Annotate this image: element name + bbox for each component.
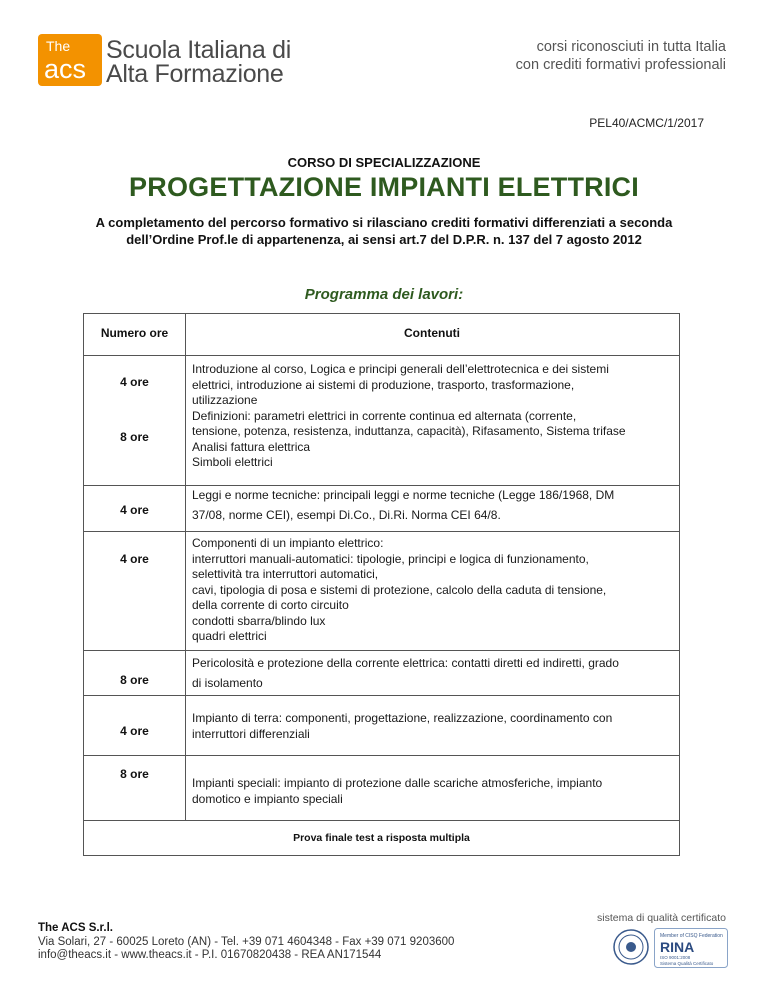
rina-certification-logo (654, 928, 728, 968)
hours-cell: 8 ore (120, 767, 149, 781)
course-subtitle: CORSO DI SPECIALIZZAZIONE (287, 155, 481, 170)
reference-code: PEL40/ACMC/1/2017 (589, 116, 704, 130)
content-line: Impianto di terra: componenti, progettazione, realizzazione, coordinamento con (192, 711, 613, 725)
logo-acs-text: acs (44, 54, 87, 84)
contents-block (192, 536, 670, 645)
hours-cell: 4 ore (120, 503, 149, 517)
cert-sub-text: Sistema Qualità Certificato (660, 961, 714, 966)
content-line: della corrente di corto circuito (192, 598, 349, 612)
row-divider (84, 755, 679, 756)
content-line: Definizioni: parametri elettrici in corrente continua ed alternata (corrente, (192, 408, 577, 423)
tagline-line-1: corsi riconosciuti in tutta Italia (536, 39, 726, 55)
footer-contacts (38, 922, 454, 963)
column-divider (185, 314, 186, 820)
logo-the-text: The (46, 38, 71, 54)
content-line: quadri elettrici (192, 629, 267, 643)
row-divider (84, 355, 679, 356)
row-divider (84, 695, 679, 696)
intro-line-1: A completamento del percorso formativo si rilasciano crediti formativi differenziati a seconda (95, 215, 673, 230)
content-line: interruttori manuali-automatici: tipologie, principi e logica di funzionamento, (192, 551, 589, 566)
acs-logo-badge (38, 34, 102, 86)
row-divider (84, 531, 679, 532)
tagline-line-2: con crediti formativi professionali (515, 57, 726, 73)
hours-cell: 4 ore (120, 375, 149, 389)
final-exam-row: Prova finale test a risposta multipla (293, 832, 470, 844)
cert-brand-text: RINA (660, 939, 695, 955)
company-name: The ACS S.r.l. (38, 922, 113, 934)
hours-cell: 8 ore (120, 673, 149, 687)
cert-member-text: Member of CISQ Federation (660, 933, 723, 939)
row-divider (84, 820, 679, 821)
contents-block (192, 485, 670, 525)
cert-iso-text: ISO 9001:2008 (660, 955, 691, 960)
header-contents: Contenuti (404, 326, 460, 340)
content-line: Pericolosità e protezione della corrente elettrica: contatti diretti ed indiretti, grado (192, 656, 619, 670)
content-line: Componenti di un impianto elettrico: (192, 536, 384, 550)
content-line: di isolamento (192, 676, 263, 690)
contents-block (192, 776, 670, 807)
acs-logo (38, 34, 292, 88)
content-line: selettività tra interruttori automatici, (192, 567, 379, 581)
program-heading: Programma dei lavori: (304, 286, 464, 303)
content-line: interruttori differenziali (192, 726, 310, 741)
hours-cell: 4 ore (120, 552, 149, 566)
footer-info: info@theacs.it - www.theacs.it - P.I. 01670820438 - REA AN171544 (38, 949, 382, 961)
accredia-seal-icon (612, 928, 650, 966)
content-line: 37/08, norme CEI), esempi Di.Co., Di.Ri. Norma CEI 64/8. (192, 508, 501, 522)
intro-text (40, 214, 728, 248)
program-table (83, 313, 680, 856)
logo-wordmark (106, 38, 291, 86)
content-line: cavi, tipologia di posa e sistemi di protezione, calcolo della caduta di tensione, (192, 582, 607, 597)
logo-line-1: Scuola Italiana di (106, 36, 292, 64)
content-line: domotico e impianto speciali (192, 791, 343, 806)
content-line: condotti sbarra/blindo lux (192, 613, 326, 628)
logo-line-2: Alta Formazione (106, 60, 284, 88)
contents-block (192, 653, 670, 693)
footer-address: Via Solari, 27 - 60025 Loreto (AN) - Tel. +39 071 4604348 - Fax +39 071 9203600 (38, 935, 455, 948)
certification-label: sistema di qualità certificato (597, 912, 726, 924)
row-divider (84, 650, 679, 651)
contents-block (192, 362, 670, 471)
content-line: elettrici, introduzione ai sistemi di produzione, trasporto, trasformazione, (192, 377, 575, 392)
contents-block (192, 711, 670, 742)
hours-cell: 8 ore (120, 430, 149, 444)
course-title: PROGETTAZIONE IMPIANTI ELETTRICI (129, 172, 639, 202)
content-line: Introduzione al corso, Logica e principi generali dell’elettrotecnica e dei sistemi (192, 362, 609, 376)
content-line: tensione, potenza, resistenza, induttanza, capacità), Rifasamento, Sistema trifase (192, 424, 626, 438)
hours-cell: 4 ore (120, 724, 149, 738)
intro-line-2: dell’Ordine Prof.le di appartenenza, ai sensi art.7 del D.P.R. n. 137 del 7 agosto 2012 (126, 232, 642, 247)
content-line: Leggi e norme tecniche: principali leggi e norme tecniche (Legge 186/1968, DM (192, 488, 615, 502)
content-line: utilizzazione (192, 393, 258, 407)
header-tagline (516, 38, 726, 74)
header-hours: Numero ore (100, 326, 169, 340)
content-line: Simboli elettrici (192, 455, 273, 469)
content-line: Analisi fattura elettrica (192, 439, 311, 454)
content-line: Impianti speciali: impianto di protezione dalle scariche atmosferiche, impianto (192, 776, 603, 790)
